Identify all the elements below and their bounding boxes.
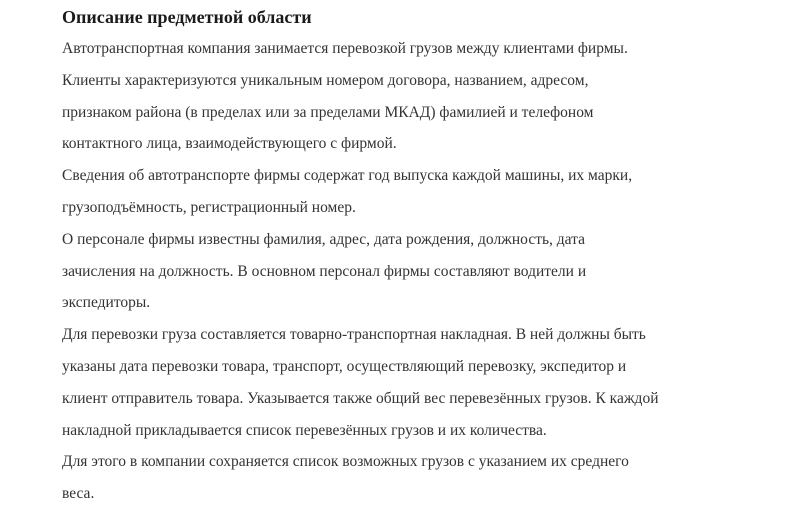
text-line: накладной прикладывается список перевезённых грузов и их количества. bbox=[62, 421, 547, 439]
paragraph-personnel bbox=[62, 224, 762, 319]
text-line: грузоподъёмность, регистрационный номер. bbox=[62, 198, 356, 216]
text-line: Автотранспортная компания занимается перевозкой грузов между клиентами фирмы. bbox=[62, 40, 628, 57]
text-line: Клиенты характеризуются уникальным номером договора, названием, адресом, bbox=[62, 71, 589, 89]
text-line: признаком района (в пределах или за пределами МКАД) фамилией и телефоном bbox=[62, 103, 594, 121]
text-line: Для этого в компании сохраняется список возможных грузов с указанием их среднего bbox=[62, 453, 629, 471]
text-line: О персонале фирмы известны фамилия, адрес, дата рождения, должность, дата bbox=[62, 230, 585, 248]
text-line: контактного лица, взаимодействующего с фирмой. bbox=[62, 135, 397, 153]
document-body bbox=[62, 5, 762, 510]
text-line: зачисления на должность. В основном персонал фирмы составляют водители и bbox=[62, 262, 587, 280]
paragraph-vehicles bbox=[62, 160, 762, 224]
text-line: указаны дата перевозки товара, транспорт, осуществляющий перевозку, экспедитор и bbox=[62, 357, 627, 375]
text-line: веса. bbox=[62, 485, 95, 503]
text-line: экспедиторы. bbox=[62, 294, 151, 312]
paragraph-clients bbox=[62, 33, 762, 160]
paragraph-cargo-list bbox=[62, 446, 762, 510]
page-title: Описание предметной области bbox=[62, 7, 312, 27]
text-line: Сведения об автотранспорте фирмы содержат год выпуска каждой машины, их марки, bbox=[62, 167, 633, 185]
paragraph-waybill bbox=[62, 319, 762, 446]
text-line: клиент отправитель товара. Указывается также общий вес перевезённых грузов. К каждой bbox=[62, 389, 659, 407]
text-line: Для перевозки груза составляется товарно-транспортная накладная. В ней должны быть bbox=[62, 326, 646, 344]
